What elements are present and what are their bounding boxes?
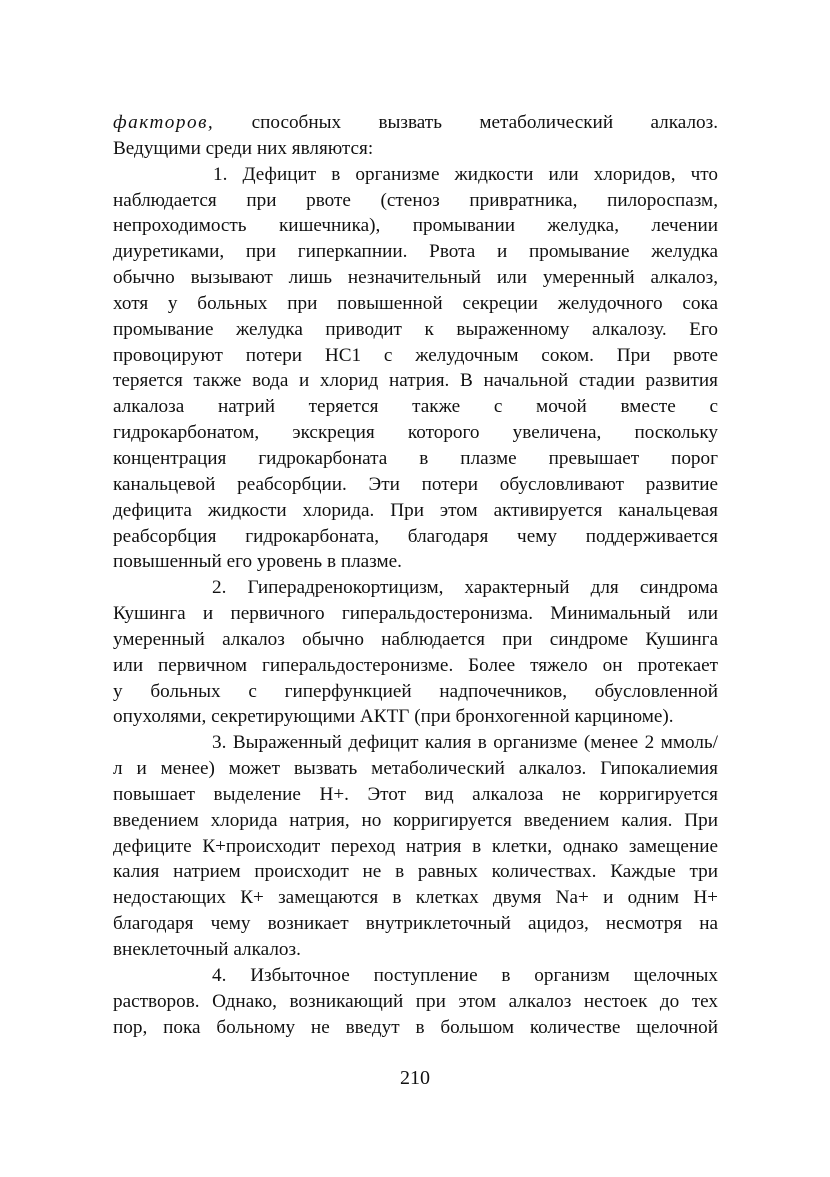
text-line: Кушинга и первичного гиперальдостеронизма. Минимальный или (113, 603, 718, 625)
text-line: провоцируют потери НС1 с желудочным соком. При рвоте (113, 344, 718, 366)
page-body (113, 110, 718, 1040)
text-line: л и менее) может вызвать метаболический алкалоз. Гипокалиемия (113, 758, 718, 780)
text-line: диуретиками, при гиперкапнии. Рвота и промывание желудка (113, 241, 718, 263)
text-line: растворов. Однако, возникающий при этом алкалоз нестоек до тех (113, 990, 718, 1012)
text-line: введением хлорида натрия, но корригируется введением калия. При (113, 809, 718, 831)
text-line: повышает выделение Н+. Этот вид алкалоза не корригируется (113, 783, 718, 805)
text-line: концентрация гидрокарбоната в плазме превышает порог (113, 447, 718, 469)
text-line: калия натрием происходит не в равных количествах. Каждые три (113, 861, 718, 883)
text-line: или первичном гиперальдостеронизме. Более тяжело он протекает (113, 654, 718, 676)
paragraph-first-line: 4. Избыточное поступление в организм щелочных (212, 964, 718, 986)
text-line: непроходимость кишечника), промывании желудка, лечении (113, 215, 718, 237)
text-line: умеренный алкалоз обычно наблюдается при синдроме Кушинга (113, 628, 718, 650)
text-line: алкалоза натрий теряется также с мочой вместе с (113, 396, 718, 418)
paragraph-first-line: 1. Дефицит в организме жидкости или хлоридов, что (213, 163, 718, 185)
text-line: наблюдается при рвоте (стеноз привратника, пилороспазм, (113, 189, 718, 211)
page-number: 210 (400, 1067, 430, 1089)
italic-word: факторов, (113, 112, 215, 133)
text-line: внеклеточный алкалоз. (113, 939, 301, 960)
text-line: канальцевой реабсорбции. Эти потери обусловливают развитие (113, 473, 718, 495)
text-line: гидрокарбонатом, экскреция которого увеличена, поскольку (113, 422, 718, 444)
text-line: теряется также вода и хлорид натрия. В начальной стадии развития (113, 370, 718, 392)
text-line: дефиците К+происходит переход натрия в клетки, однако замещение (113, 835, 718, 857)
text-line: дефицита жидкости хлорида. При этом активируется канальцевая (113, 499, 718, 521)
text-line: факторов, способных вызвать метаболический алкалоз. (113, 112, 718, 133)
text-line: у больных с гиперфункцией надпочечников, обусловленной (113, 680, 718, 702)
text-line: обычно вызывают лишь незначительный или умеренный алкалоз, (113, 267, 718, 289)
text-line: повышенный его уровень в плазме. (113, 551, 402, 573)
text-line: Ведущими среди них являются: (113, 137, 374, 159)
text-line: пор, пока больному не введут в большом количестве щелочной (113, 1016, 718, 1038)
text-line: реабсорбция гидрокарбоната, благодаря чему поддерживается (113, 525, 718, 547)
text-line: промывание желудка приводит к выраженному алкалозу. Его (113, 318, 718, 340)
text-line: опухолями, секретирующими АКТГ (при бронхогенной карциноме). (113, 706, 674, 728)
text-line: благодаря чему возникает внутриклеточный ацидоз, несмотря на (113, 913, 718, 935)
paragraph-first-line: 3. Выраженный дефицит калия в организме (менее 2 ммоль/ (212, 732, 718, 754)
paragraph-first-line: 2. Гиперадренокортицизм, характерный для синдрома (212, 577, 718, 599)
text-line: недостающих К+ замещаются в клетках двумя Na+ и одним Н+ (113, 887, 718, 909)
text-line: хотя у больных при повышенной секреции желудочного сока (113, 292, 718, 314)
